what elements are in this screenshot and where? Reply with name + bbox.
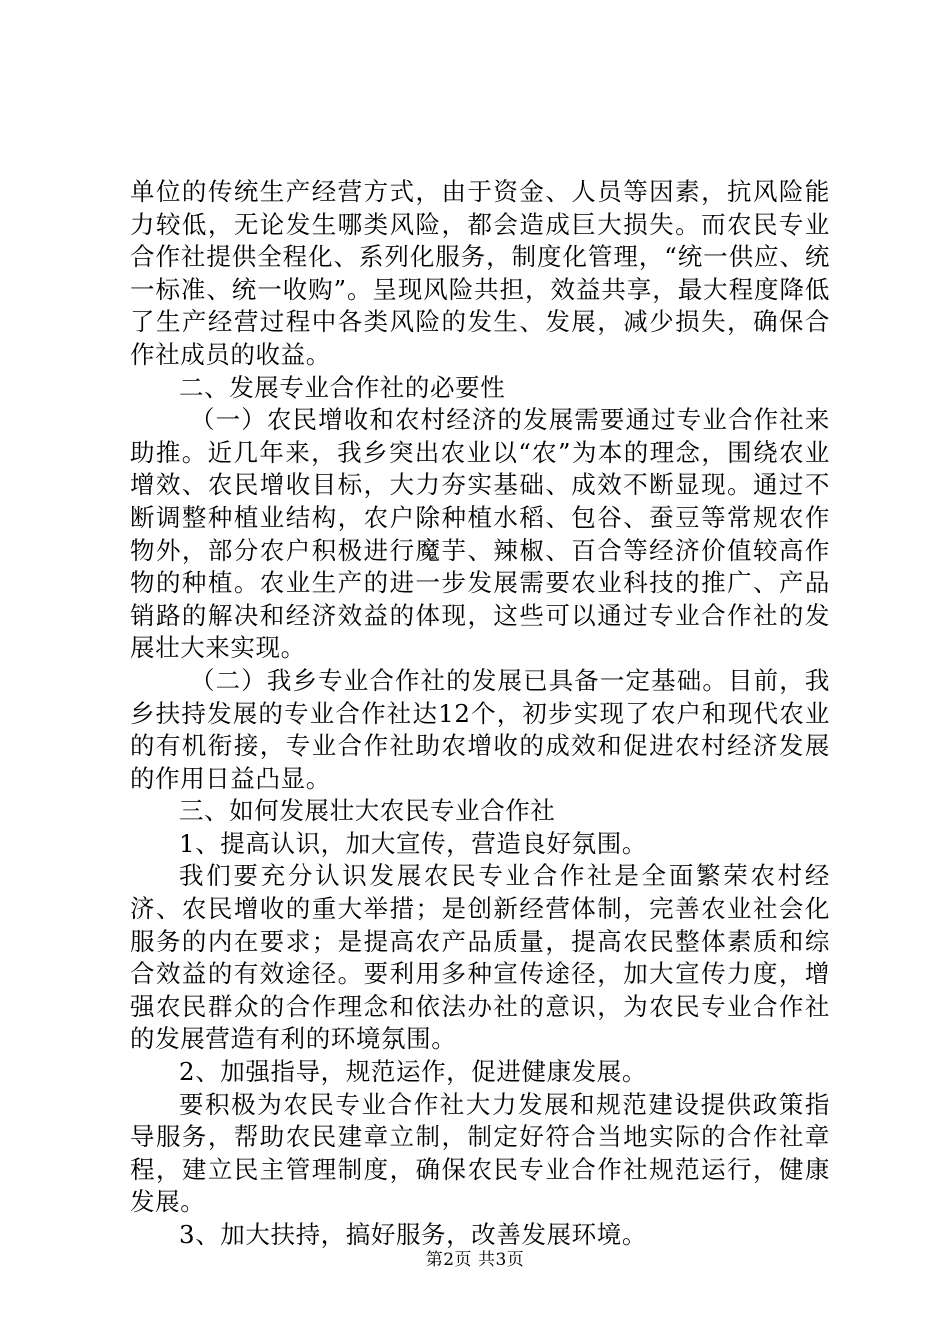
subheading-3: 3、加大扶持，搞好服务，改善发展环境。	[179, 1220, 647, 1249]
page-number-footer: 第2页 共3页	[425, 1250, 525, 1270]
paragraph-subsection-1: 我们要充分认识发展农民专业合作社是全面繁荣农村经济、农民增收的重大举措；是创新经营体制，完善农业社会化服务的内在要求；是提高农产品质量，提高农民整体素质和综合效益的有效途径。要利用多种宣传途径，加大宣传力度，增强农民群众的合作理念和依法办社的意识，为农民专业合作社的发展营造有利的环境氛围。	[130, 861, 830, 1054]
document-body	[130, 176, 830, 1252]
section-heading-3: 三、如何发展壮大农民专业合作社	[179, 796, 556, 826]
paragraph-subsection-2: 要积极为农民专业合作社大力发展和规范建设提供政策指导服务，帮助农民建章立制，制定好符合当地实际的合作社章程，建立民主管理制度，确保农民专业合作社规范运行，健康发展。	[130, 1089, 830, 1217]
paragraph-item-1: （一）农民增收和农村经济的发展需要通过专业合作社来助推。近几年来，我乡突出农业以“农”为本的理念，围绕农业增效、农民增收目标，大力夯实基础、成效不断显现。通过不断调整种植业结构，农户除种植水稻、包谷、蚕豆等常规农作物外，部分农户积极进行魔芋、辣椒、百合等经济价值较高作物的种植。农业生产的进一步发展需要农业科技的推广、产品销路的解决和经济效益的体现，这些可以通过专业合作社的发展壮大来实现。	[130, 405, 830, 663]
section-heading-2: 二、发展专业合作社的必要性	[179, 372, 506, 402]
subheading-1: 1、提高认识，加大宣传，营造良好氛围。	[179, 828, 647, 858]
paragraph-continuation: 单位的传统生产经营方式，由于资金、人员等因素，抗风险能力较低，无论发生哪类风险，都会造成巨大损失。而农民专业合作社提供全程化、系列化服务，制度化管理，“统一供应、统一标准、统一收购”。呈现风险共担，效益共享，最大程度降低了生产经营过程中各类风险的发生、发展，减少损失，确保合作社成员的收益。	[130, 177, 830, 369]
paragraph-item-2: （二）我乡专业合作社的发展已具备一定基础。目前，我乡扶持发展的专业合作社达12个，初步实现了农户和现代农业的有机衔接，专业合作社助农增收的成效和促进农村经济发展的作用日益凸显。	[130, 665, 830, 793]
subheading-2: 2、加强指导，规范运作，促进健康发展。	[179, 1057, 647, 1087]
